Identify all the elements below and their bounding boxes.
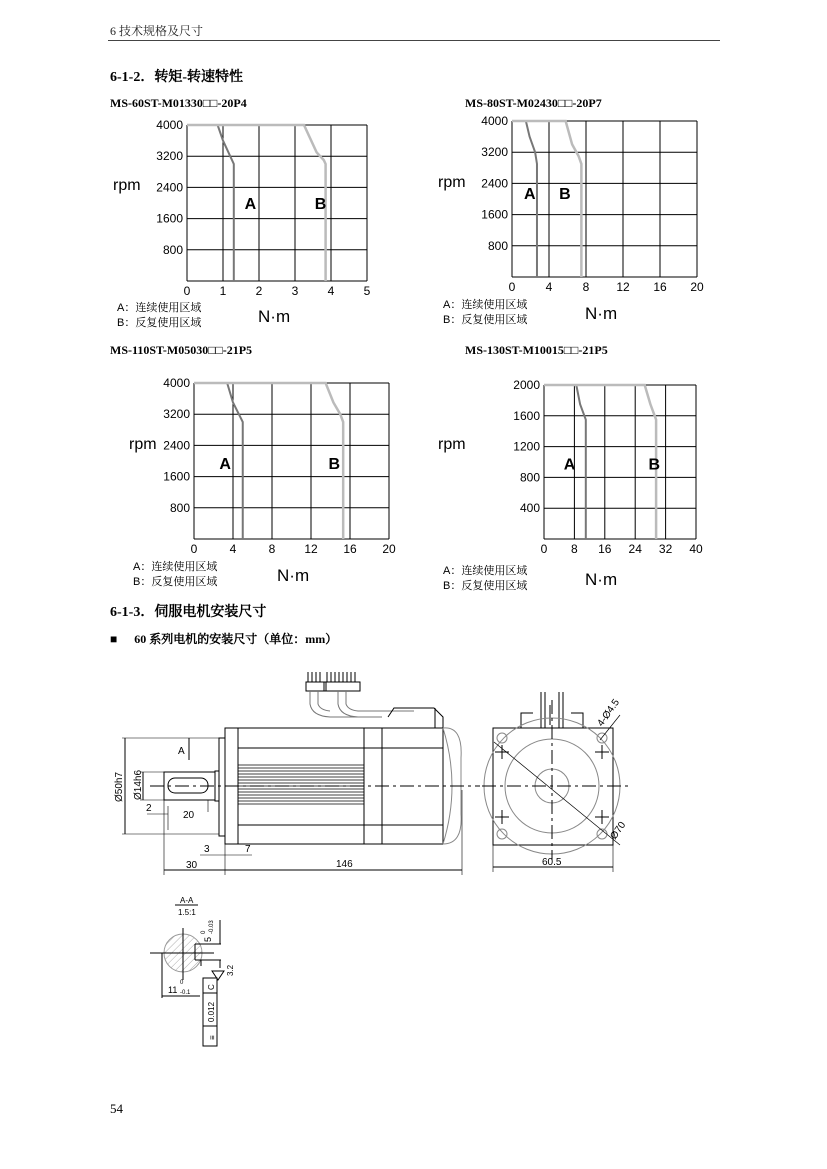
dim-shaft-length: 30 [186,860,198,871]
dim-shaft-depth: 11 [168,985,178,995]
x-tick-label: 4 [545,280,553,294]
region-label-a: A [244,196,257,213]
x-tick-label: 8 [582,280,590,294]
x-tick-label: 20 [690,280,704,294]
region-label-a: A [219,455,231,473]
x-tick-label: 8 [571,542,578,556]
region-label-b: B [648,456,661,474]
chart-title-80st: MS-80ST-M02430□□-20P7 [465,96,602,110]
dim-key-width: 5 [203,936,213,942]
section-a-a [150,905,224,1046]
series-a-curve [187,125,234,281]
x-tick-label: 16 [343,542,357,556]
x-tick-label: 24 [628,542,642,556]
symmetry-symbol-icon: ≡ [208,1035,217,1040]
y-tick-label: 1600 [163,469,190,484]
y-tick-label: 4000 [156,118,183,132]
x-tick-label: 8 [268,542,276,556]
x-tick-label: 20 [382,542,396,556]
x-tick-label: 1 [219,284,227,298]
dim-key-width-tol-upper: 0 [201,930,207,934]
y-axis-label: rpm [113,177,141,194]
region-label-a: A [524,186,536,204]
y-tick-label: 800 [169,500,190,515]
tolerance-value: 0.012 [207,1001,216,1022]
x-tick-label: 16 [598,542,612,556]
dim-flange-square: 60.5 [542,857,562,868]
x-tick-label: 0 [540,542,548,556]
datum-label: C [207,984,216,990]
chapter-header: 6 技术规格及尺寸 [110,24,204,38]
bullet-square-icon: ■ [110,632,118,646]
x-tick-label: 32 [658,542,673,556]
y-tick-label: 2400 [156,180,183,195]
region-label-a: A [563,456,576,474]
section-title: A-A [180,896,194,905]
section-mark-a: A [178,746,185,757]
legend-a: A：连续使用区域 [133,561,218,573]
y-tick-label: 400 [519,501,540,516]
section-title-torque-speed: 6-1-2．转矩-转速特性 [110,70,243,85]
series-b-curve [512,121,581,277]
dim-flange-diameter: Ø50h7 [114,771,125,802]
y-tick-label: 3200 [156,149,183,164]
x-axis-label: N·m [585,304,618,323]
region-label-b: B [328,455,341,473]
x-tick-label: 5 [363,284,371,298]
legend-b: B：反复使用区域 [443,580,528,592]
x-tick-label: 3 [291,284,299,298]
legend-a: A：连续使用区域 [443,299,528,311]
y-tick-label: 2400 [481,176,508,191]
legend-a: A：连续使用区域 [117,302,202,314]
x-tick-label: 2 [255,284,263,298]
bullet-line [110,630,337,647]
y-axis-label: rpm [438,436,466,453]
dim-mount-holes: 4-Ø4.5 [595,697,622,729]
y-tick-label: 2400 [163,438,190,453]
x-tick-label: 0 [508,280,516,294]
x-axis-label: N·m [277,566,310,585]
y-tick-label: 4000 [481,114,508,128]
connector-icon [306,672,443,728]
section-scale: 1.5:1 [178,908,196,917]
region-label-b: B [559,186,571,204]
dim-body-length: 146 [336,859,353,870]
y-tick-label: 3200 [163,407,190,422]
y-tick-label: 2000 [513,378,540,392]
dim-pitch-circle: Ø70 [608,819,629,842]
chart-title-130st: MS-130ST-M10015□□-21P5 [465,343,608,357]
chart-title-110st: MS-110ST-M05030□□-21P5 [110,343,253,357]
dim-flange-thickness: 3 [204,844,210,855]
y-tick-label: 800 [162,242,183,257]
legend-a: A：连续使用区域 [443,565,528,577]
x-axis-label: N·m [258,307,291,326]
x-axis-label: N·m [585,570,618,589]
chart-title-60st: MS-60ST-M01330□□-20P4 [110,96,247,110]
y-tick-label: 1600 [513,408,540,423]
dim-depth-tol-lower: -0.1 [180,990,191,996]
dim-key-length: 20 [183,810,195,821]
y-tick-label: 1200 [513,439,540,454]
side-view [122,672,480,875]
x-tick-label: 4 [229,542,237,556]
y-tick-label: 800 [487,238,508,253]
legend-b: B：反复使用区域 [117,317,202,329]
legend-b: B：反复使用区域 [443,314,528,326]
dim-shaft-diameter: Ø14h6 [133,769,144,800]
x-tick-label: 40 [689,542,703,556]
roughness-value: 3.2 [226,964,235,976]
dim-key-offset: 2 [146,803,152,814]
series-b-curve [187,125,326,281]
y-tick-label: 4000 [163,376,190,390]
y-axis-label: rpm [129,436,157,453]
x-tick-label: 16 [653,280,667,294]
front-view [482,692,630,872]
x-tick-label: 12 [304,542,318,556]
dim-pilot: 7 [245,844,251,855]
y-tick-label: 800 [519,470,540,485]
x-tick-label: 12 [616,280,630,294]
series-b-curve [544,385,656,539]
series-b-curve [194,383,343,539]
y-tick-label: 1600 [481,207,508,222]
region-label-b: B [314,196,327,213]
page-number: 54 [110,1101,123,1116]
x-tick-label: 0 [183,284,191,298]
bullet-text: 60 系列电机的安装尺寸（单位：mm） [134,632,338,646]
dim-key-width-tol-lower: -0.03 [209,920,215,934]
x-tick-label: 4 [327,284,335,298]
legend-b: B：反复使用区域 [133,576,218,588]
x-tick-label: 0 [190,542,198,556]
dim-depth-tol-upper: 0 [180,980,184,986]
section-title-install-dims: 6-1-3．伺服电机安装尺寸 [110,605,267,620]
y-tick-label: 1600 [156,211,183,226]
y-axis-label: rpm [438,174,466,191]
y-tick-label: 3200 [481,145,508,160]
